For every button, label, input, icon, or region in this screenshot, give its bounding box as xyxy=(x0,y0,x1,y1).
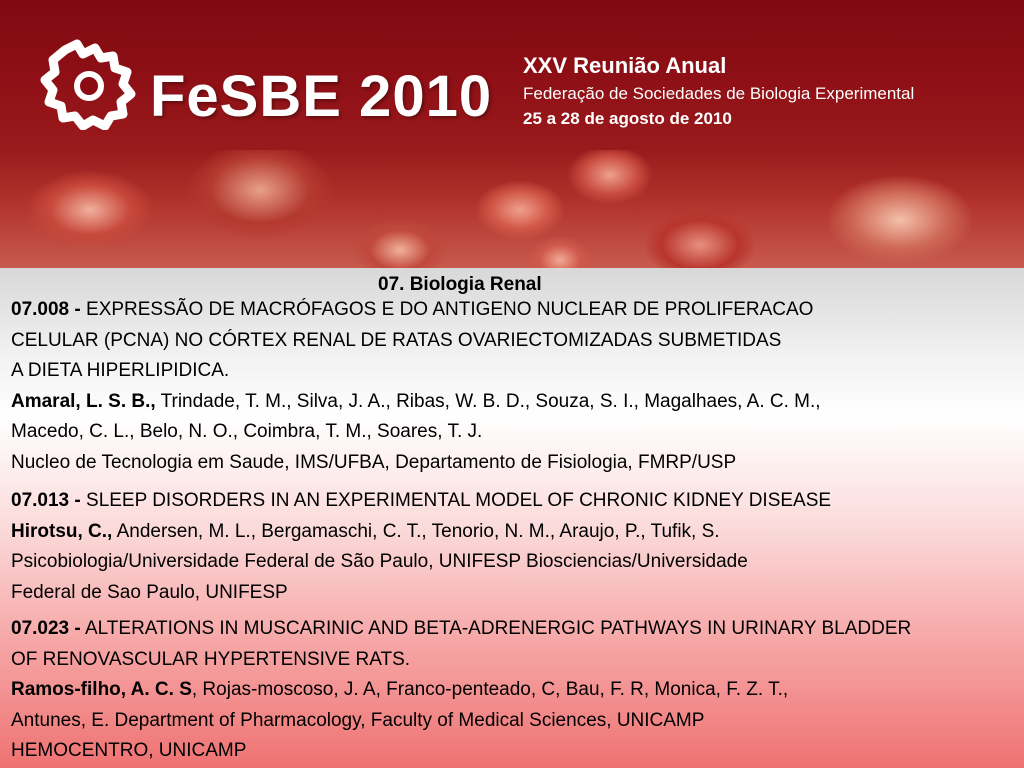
abstract-title-line: CELULAR (PCNA) NO CÓRTEX RENAL DE RATAS OVARIECTOMIZADAS SUBMETIDAS xyxy=(11,329,782,351)
lead-author: Ramos-filho, A. C. S xyxy=(11,679,192,700)
abstract-title: EXPRESSÃO DE MACRÓFAGOS E DO ANTIGENO NUCLEAR DE PROLIFERACAO xyxy=(86,299,814,320)
abstract-authors xyxy=(11,387,1019,418)
abstract-title-line xyxy=(11,486,1019,517)
abstract-title: SLEEP DISORDERS IN AN EXPERIMENTAL MODEL OF CHRONIC KIDNEY DISEASE xyxy=(86,490,832,511)
event-subtitle: Federação de Sociedades de Biologia Experimental xyxy=(523,84,915,103)
logo-text: FeSBE 2010 xyxy=(150,64,493,129)
event-dates: 25 a 28 de agosto de 2010 xyxy=(523,109,732,128)
cells-micrograph-image xyxy=(0,150,1024,268)
co-authors: , Rojas-moscoso, J. A, Franco-penteado, C, Bau, F. R, Monica, F. Z. T., xyxy=(191,679,789,700)
abstract-code: 07.008 - xyxy=(11,299,81,320)
abstract-code: 07.023 - xyxy=(11,618,81,639)
abstracts-panel xyxy=(0,268,1024,768)
abstract-title-line xyxy=(11,295,1019,326)
abstract-title-line xyxy=(11,614,1019,645)
abstract-item xyxy=(11,486,1019,608)
abstract-code: 07.013 - xyxy=(11,490,81,511)
abstract-affiliation: Antunes, E. Department of Pharmacology, Faculty of Medical Sciences, UNICAMP xyxy=(11,709,705,731)
co-authors: Trindade, T. M., Silva, J. A., Ribas, W. B. D., Souza, S. I., Magalhaes, A. C. M., xyxy=(155,390,821,412)
fesbe-logo-icon xyxy=(35,30,145,130)
abstract-affiliation: HEMOCENTRO, UNICAMP xyxy=(11,740,247,761)
lead-author: Amaral, L. S. B., xyxy=(11,390,156,412)
abstract-title-line: OF RENOVASCULAR HYPERTENSIVE RATS. xyxy=(11,648,411,670)
lead-author: Hirotsu, C., xyxy=(11,520,113,542)
header-banner xyxy=(0,0,1024,268)
section-title: 07. Biologia Renal xyxy=(378,274,542,295)
abstract-authors-cont: Macedo, C. L., Belo, N. O., Coimbra, T. M., Soares, T. J. xyxy=(11,421,483,442)
abstract-title-line: A DIETA HIPERLIPIDICA. xyxy=(11,360,230,381)
abstract-affiliation: Nucleo de Tecnologia em Saude, IMS/UFBA, Departamento de Fisiologia, FMRP/USP xyxy=(11,451,737,473)
event-title: XXV Reunião Anual xyxy=(523,53,727,78)
co-authors: Andersen, M. L., Bergamaschi, C. T., Tenorio, N. M., Araujo, P., Tufik, S. xyxy=(112,520,720,542)
abstract-affiliation: Psicobiologia/Universidade Federal de São Paulo, UNIFESP Biosciencias/Universidade xyxy=(11,551,748,572)
abstract-authors xyxy=(11,675,1019,706)
abstract-title: ALTERATIONS IN MUSCARINIC AND BETA-ADRENERGIC PATHWAYS IN URINARY BLADDER xyxy=(84,618,912,639)
abstract-item xyxy=(11,614,1019,767)
abstract-item xyxy=(11,295,1019,478)
abstract-affiliation: Federal de Sao Paulo, UNIFESP xyxy=(11,581,288,603)
abstract-authors xyxy=(11,517,1019,548)
